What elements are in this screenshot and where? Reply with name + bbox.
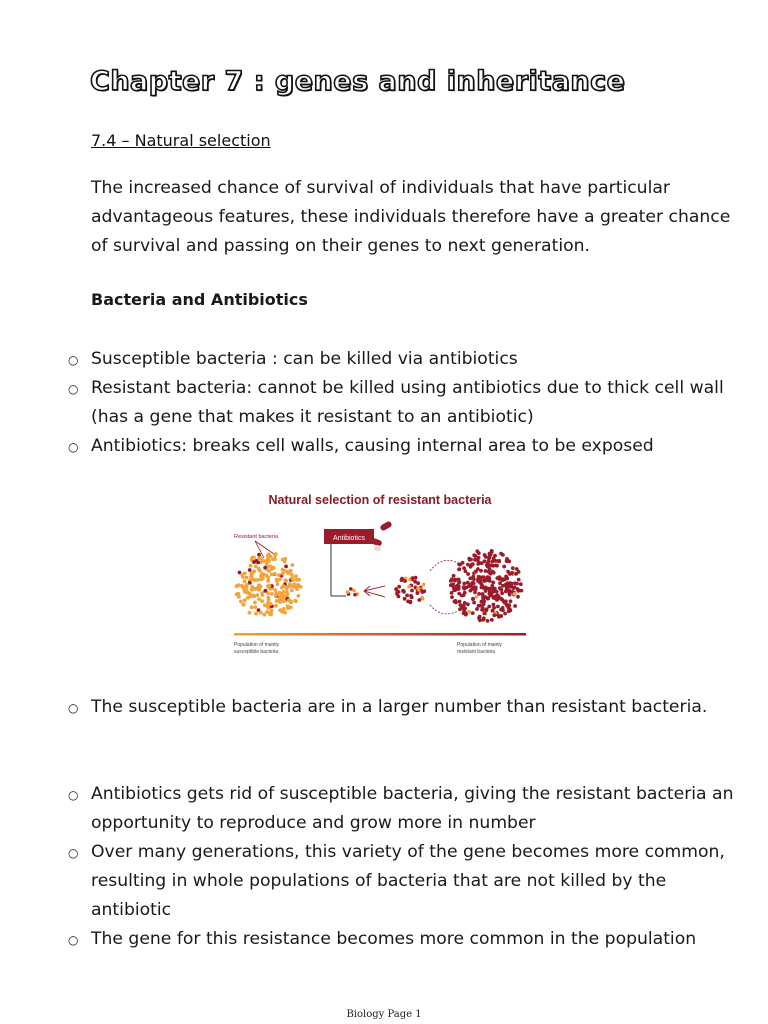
figure-title: Natural selection of resistant bacteria [268, 493, 492, 507]
list-item-text: Antibiotics: breaks cell walls, causing internal area to be exposed [91, 436, 654, 456]
page-footer: Biology Page 1 [346, 1009, 422, 1020]
sub-heading: Bacteria and Antibiotics [91, 290, 308, 309]
list-item [68, 345, 748, 374]
list-item-text: Over many generations, this variety of the gene becomes more common, resulting in whole populations of bacteria that are not killed by the antibiotic [91, 842, 725, 920]
section-heading: 7.4 – Natural selection [91, 131, 271, 150]
bullet-marker: ○ [68, 933, 79, 947]
bullet-list-bottom [68, 780, 748, 954]
antibiotics-label: Antibiotics [333, 535, 365, 542]
caption-left: Population of mainly [234, 642, 280, 648]
caption-right: resistant bacteria [457, 649, 496, 655]
progression-bar [234, 633, 526, 636]
list-item [68, 693, 748, 722]
list-item-text: Susceptible bacteria : can be killed via antibiotics [91, 349, 518, 369]
population-regrowing [394, 576, 426, 605]
caption-right: Population of mainly [457, 642, 503, 648]
definition-paragraph: The increased chance of survival of individuals that have particular advantageous features, these individuals therefore have a greater chance of survival and passing on their genes to next generation. [91, 178, 731, 256]
list-item [68, 838, 748, 925]
list-item-text: Resistant bacteria: cannot be killed using antibiotics due to thick cell wall (has a gene that makes it resistant to an antibiotic) [91, 378, 724, 427]
list-item [68, 432, 748, 461]
bullet-marker: ○ [68, 353, 79, 367]
arrow-icon [430, 605, 458, 614]
bullet-marker: ○ [68, 788, 79, 802]
caption-left: susceptible bacteria [234, 649, 279, 655]
bullet-list-middle [68, 693, 748, 722]
list-item [68, 780, 748, 838]
list-item [68, 374, 748, 432]
population-resistant [449, 549, 523, 623]
pointer-line [255, 541, 274, 554]
population-susceptible [235, 552, 303, 617]
bullet-list-top [68, 345, 748, 461]
natural-selection-figure [230, 483, 530, 665]
label-resistant-bacteria: Resistant bacteria [234, 534, 279, 540]
list-item-text: The gene for this resistance becomes more common in the population [91, 929, 697, 949]
bullet-marker: ○ [68, 846, 79, 860]
chapter-title: Chapter 7 : genes and inheritance [90, 66, 626, 97]
bullet-marker: ○ [68, 701, 79, 715]
population-survivors [346, 587, 360, 596]
list-item-text: Antibiotics gets rid of susceptible bacteria, giving the resistant bacteria an opportunity to reproduce and grow more in number [91, 784, 734, 833]
list-item-text: The susceptible bacteria are in a larger number than resistant bacteria. [91, 697, 708, 717]
arrow-icon [430, 560, 458, 571]
list-item [68, 925, 748, 954]
bullet-marker: ○ [68, 382, 79, 396]
bullet-marker: ○ [68, 440, 79, 454]
